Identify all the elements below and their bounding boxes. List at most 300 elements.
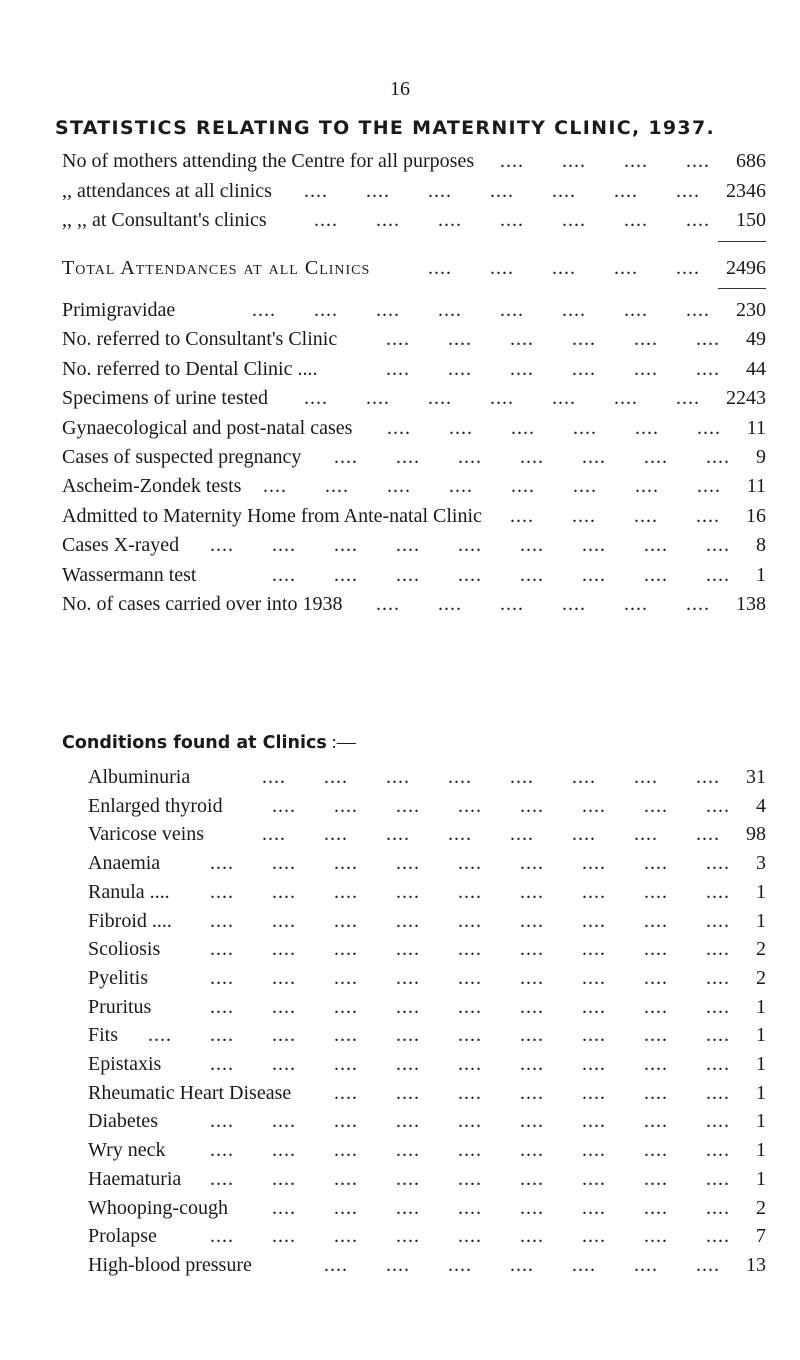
dot-leader: .... xyxy=(706,852,730,875)
dot-leader: .... xyxy=(428,180,452,202)
dot-leader: .... xyxy=(624,299,648,321)
dot-leader: .... xyxy=(376,299,400,321)
dot-leader: .... xyxy=(706,966,730,989)
dot-leader: .... xyxy=(334,446,358,468)
dot-leader: .... xyxy=(520,1139,544,1162)
row-label: Prolapse xyxy=(88,1225,157,1248)
dot-leader: .... xyxy=(334,1196,358,1219)
row-value: 1 xyxy=(756,1024,766,1047)
dot-leader: .... xyxy=(706,880,730,903)
row-value: 1 xyxy=(756,1110,766,1133)
dot-leader: .... xyxy=(510,823,534,846)
row-value: 1 xyxy=(756,995,766,1018)
dot-leader: .... xyxy=(520,852,544,875)
dot-leader: .... xyxy=(396,1053,420,1075)
dot-leader: .... xyxy=(520,1196,544,1219)
dot-leader: .... xyxy=(510,504,534,527)
row-label: Anaemia xyxy=(88,852,161,875)
dot-leader: .... xyxy=(334,1139,358,1162)
dot-leader: .... xyxy=(272,880,296,903)
dot-leader: .... xyxy=(520,1053,544,1075)
dot-leader: .... xyxy=(573,475,597,498)
dot-leader: .... xyxy=(552,387,576,410)
total-attendances-row xyxy=(62,253,766,283)
dot-leader: .... xyxy=(272,1110,296,1133)
dot-leader: .... xyxy=(366,387,390,410)
dot-leader: .... xyxy=(520,1024,544,1047)
dot-leader: .... xyxy=(458,1196,482,1219)
dot-leader: .... xyxy=(572,504,596,527)
dot-leader: .... xyxy=(210,1110,234,1133)
dot-leader: .... xyxy=(448,357,472,380)
dot-leader: .... xyxy=(706,563,730,586)
dot-leader: .... xyxy=(706,446,730,468)
row-value: 1 xyxy=(756,880,766,903)
dot-leader: .... xyxy=(396,534,420,557)
total-top-rule xyxy=(718,241,766,242)
row-value: 13 xyxy=(746,1253,766,1276)
row-label: Ascheim-Zondek tests xyxy=(62,475,242,498)
dot-leader: .... xyxy=(304,180,328,202)
dot-leader: .... xyxy=(210,1139,234,1162)
dot-leader: .... xyxy=(582,1139,606,1162)
dot-leader: .... xyxy=(582,995,606,1018)
row-label: No. of cases carried over into 1938 xyxy=(62,593,343,615)
dot-leader: .... xyxy=(686,593,710,615)
dot-leader: .... xyxy=(324,1253,348,1276)
dot-leader: .... xyxy=(490,387,514,410)
dot-leader: .... xyxy=(448,823,472,846)
total-label: Total Attendances at all Clinics xyxy=(62,257,371,279)
dot-leader: .... xyxy=(644,1139,668,1162)
page-title: STATISTICS RELATING TO THE MATERNITY CLINIC, 1937. xyxy=(55,117,715,139)
dot-leader: .... xyxy=(511,475,535,498)
dot-leader: .... xyxy=(396,1110,420,1133)
row-value: 1 xyxy=(756,1081,766,1104)
dot-leader: .... xyxy=(686,299,710,321)
row-value: 2 xyxy=(756,1196,766,1219)
dot-leader: .... xyxy=(696,328,720,351)
dot-leader: .... xyxy=(272,534,296,557)
dot-leader: .... xyxy=(458,1225,482,1248)
dot-leader: .... xyxy=(458,1167,482,1190)
dot-leader: .... xyxy=(696,504,720,527)
dot-leader: .... xyxy=(263,475,287,498)
dot-leader: .... xyxy=(686,209,710,231)
row-value: 9 xyxy=(756,446,766,468)
dot-leader: .... xyxy=(706,534,730,557)
dot-leader: .... xyxy=(210,938,234,961)
conditions-heading-suffix: :— xyxy=(326,732,356,753)
dot-leader: .... xyxy=(334,1053,358,1075)
dot-leader: .... xyxy=(272,1024,296,1047)
dot-leader: .... xyxy=(490,257,514,279)
dot-leader: .... xyxy=(582,1024,606,1047)
dot-leader: .... xyxy=(644,794,668,817)
dot-leader: .... xyxy=(458,880,482,903)
condition-row xyxy=(88,762,766,792)
dot-leader: .... xyxy=(706,995,730,1018)
dot-leader: .... xyxy=(644,995,668,1018)
attendance-row-mothers xyxy=(62,146,766,176)
attendance-row-clinics xyxy=(62,176,766,206)
row-label: Fibroid .... xyxy=(88,909,172,932)
dot-leader: .... xyxy=(334,1024,358,1047)
dot-leader: .... xyxy=(697,416,721,439)
dot-leader: .... xyxy=(210,534,234,557)
dot-leader: .... xyxy=(272,966,296,989)
dot-leader: .... xyxy=(582,1081,606,1104)
row-label: Gynaecological and post-natal cases xyxy=(62,416,353,439)
dot-leader: .... xyxy=(324,823,348,846)
dot-leader: .... xyxy=(696,823,720,846)
dot-leader: .... xyxy=(304,387,328,410)
condition-row xyxy=(88,1164,766,1194)
row-label: Admitted to Maternity Home from Ante-natal Clinic xyxy=(62,504,482,527)
dot-leader: .... xyxy=(582,909,606,932)
dot-leader: .... xyxy=(624,150,648,172)
dot-leader: .... xyxy=(396,446,420,468)
dot-leader: .... xyxy=(334,563,358,586)
dot-leader: .... xyxy=(614,387,638,410)
dot-leader: .... xyxy=(582,1110,606,1133)
dot-leader: .... xyxy=(582,1053,606,1075)
dot-leader: .... xyxy=(510,328,534,351)
dot-leader: .... xyxy=(520,534,544,557)
dot-leader: .... xyxy=(272,563,296,586)
dot-leader: .... xyxy=(644,1196,668,1219)
row-label: Enlarged thyroid xyxy=(88,794,223,817)
dot-leader: .... xyxy=(458,794,482,817)
row-value: 138 xyxy=(736,593,766,615)
dot-leader: .... xyxy=(396,995,420,1018)
dot-leader: .... xyxy=(676,180,700,202)
condition-row xyxy=(88,992,766,1022)
dot-leader: .... xyxy=(386,1253,410,1276)
condition-row xyxy=(88,848,766,878)
dot-leader: .... xyxy=(634,766,658,788)
row-value: 4 xyxy=(756,794,766,817)
dot-leader: .... xyxy=(449,475,473,498)
dot-leader: .... xyxy=(706,909,730,932)
dot-leader: .... xyxy=(582,938,606,961)
dot-leader: .... xyxy=(262,766,286,788)
dot-leader: .... xyxy=(210,1167,234,1190)
dot-leader: .... xyxy=(210,852,234,875)
row-label: Specimens of urine tested xyxy=(62,387,269,410)
dot-leader: .... xyxy=(396,794,420,817)
dot-leader: .... xyxy=(314,209,338,231)
dot-leader: .... xyxy=(614,257,638,279)
dot-leader: .... xyxy=(644,1110,668,1133)
dot-leader: .... xyxy=(272,938,296,961)
dot-leader: .... xyxy=(376,593,400,615)
dot-leader: .... xyxy=(458,1024,482,1047)
dot-leader: .... xyxy=(396,880,420,903)
total-value: 2496 xyxy=(726,257,766,279)
dot-leader: .... xyxy=(706,1081,730,1104)
dot-leader: .... xyxy=(428,257,452,279)
dot-leader: .... xyxy=(396,1225,420,1248)
stat-row xyxy=(62,501,766,531)
row-value: 7 xyxy=(756,1225,766,1248)
condition-row xyxy=(88,819,766,849)
row-label: Varicose veins xyxy=(88,823,205,846)
dot-leader: .... xyxy=(438,209,462,231)
row-label: Ranula .... xyxy=(88,880,170,903)
row-value: 11 xyxy=(746,416,766,439)
dot-leader: .... xyxy=(438,299,462,321)
stat-row xyxy=(62,471,766,501)
dot-leader: .... xyxy=(520,1081,544,1104)
row-value: 11 xyxy=(746,475,766,498)
dot-leader: .... xyxy=(562,150,586,172)
dot-leader: .... xyxy=(210,880,234,903)
dot-leader: .... xyxy=(396,1139,420,1162)
dot-leader: .... xyxy=(334,966,358,989)
dot-leader: .... xyxy=(458,1139,482,1162)
dot-leader: .... xyxy=(272,995,296,1018)
dot-leader: .... xyxy=(334,1167,358,1190)
dot-leader: .... xyxy=(458,852,482,875)
dot-leader: .... xyxy=(697,475,721,498)
row-label: Epistaxis xyxy=(88,1053,162,1075)
dot-leader: .... xyxy=(458,995,482,1018)
dot-leader: .... xyxy=(386,823,410,846)
dot-leader: .... xyxy=(324,766,348,788)
stat-row xyxy=(62,383,766,413)
dot-leader: .... xyxy=(510,1253,534,1276)
row-label: ,, attendances at all clinics xyxy=(62,180,272,202)
dot-leader: .... xyxy=(634,1253,658,1276)
dot-leader: .... xyxy=(644,1024,668,1047)
row-label: Primigravidae xyxy=(62,299,176,321)
stat-row xyxy=(62,560,766,590)
condition-row xyxy=(88,877,766,907)
dot-leader: .... xyxy=(458,534,482,557)
dot-leader: .... xyxy=(582,852,606,875)
dot-leader: .... xyxy=(148,1024,172,1047)
dot-leader: .... xyxy=(272,1196,296,1219)
dot-leader: .... xyxy=(262,823,286,846)
dot-leader: .... xyxy=(572,823,596,846)
dot-leader: .... xyxy=(458,563,482,586)
row-label: Cases X-rayed xyxy=(62,534,180,557)
dot-leader: .... xyxy=(458,1053,482,1075)
dot-leader: .... xyxy=(511,416,535,439)
stat-row xyxy=(62,413,766,443)
dot-leader: .... xyxy=(334,534,358,557)
dot-leader: .... xyxy=(396,563,420,586)
dot-leader: .... xyxy=(510,766,534,788)
dot-leader: .... xyxy=(572,766,596,788)
dot-leader: .... xyxy=(272,852,296,875)
dot-leader: .... xyxy=(582,1167,606,1190)
dot-leader: .... xyxy=(272,794,296,817)
dot-leader: .... xyxy=(210,1024,234,1047)
dot-leader: .... xyxy=(387,475,411,498)
dot-leader: .... xyxy=(562,299,586,321)
dot-leader: .... xyxy=(386,328,410,351)
stat-row xyxy=(62,324,766,354)
row-value: 230 xyxy=(736,299,766,321)
row-value: 31 xyxy=(746,766,766,788)
dot-leader: .... xyxy=(644,446,668,468)
dot-leader: .... xyxy=(696,766,720,788)
dot-leader: .... xyxy=(387,416,411,439)
dot-leader: .... xyxy=(334,1225,358,1248)
dot-leader: .... xyxy=(706,1225,730,1248)
dot-leader: .... xyxy=(706,1167,730,1190)
dot-leader: .... xyxy=(582,1196,606,1219)
dot-leader: .... xyxy=(644,880,668,903)
dot-leader: .... xyxy=(644,563,668,586)
dot-leader: .... xyxy=(210,995,234,1018)
dot-leader: .... xyxy=(696,1253,720,1276)
dot-leader: .... xyxy=(396,1024,420,1047)
row-label: No. referred to Dental Clinic .... xyxy=(62,357,318,380)
attendance-row-consultant xyxy=(62,205,766,235)
dot-leader: .... xyxy=(210,966,234,989)
row-value: 3 xyxy=(756,852,766,875)
dot-leader: .... xyxy=(438,593,462,615)
dot-leader: .... xyxy=(520,909,544,932)
row-label: Rheumatic Heart Disease xyxy=(88,1081,292,1104)
dot-leader: .... xyxy=(334,1081,358,1104)
dot-leader: .... xyxy=(676,387,700,410)
condition-row xyxy=(88,934,766,964)
dot-leader: .... xyxy=(458,909,482,932)
dot-leader: .... xyxy=(644,1053,668,1075)
dot-leader: .... xyxy=(210,1053,234,1075)
stat-row xyxy=(62,442,766,472)
dot-leader: .... xyxy=(314,299,338,321)
row-value: 150 xyxy=(736,209,766,231)
dot-leader: .... xyxy=(706,938,730,961)
dot-leader: .... xyxy=(644,1167,668,1190)
dot-leader: .... xyxy=(582,1225,606,1248)
dot-leader: .... xyxy=(572,1253,596,1276)
condition-row xyxy=(88,1193,766,1223)
dot-leader: .... xyxy=(396,1081,420,1104)
dot-leader: .... xyxy=(325,475,349,498)
condition-row xyxy=(88,1078,766,1108)
row-value: 44 xyxy=(746,357,766,380)
dot-leader: .... xyxy=(634,328,658,351)
dot-leader: .... xyxy=(500,150,524,172)
dot-leader: .... xyxy=(272,1053,296,1075)
dot-leader: .... xyxy=(334,995,358,1018)
row-value: 8 xyxy=(756,534,766,557)
dot-leader: .... xyxy=(272,1167,296,1190)
dot-leader: .... xyxy=(448,1253,472,1276)
dot-leader: .... xyxy=(386,766,410,788)
dot-leader: .... xyxy=(644,966,668,989)
dot-leader: .... xyxy=(500,593,524,615)
condition-row xyxy=(88,1250,766,1280)
dot-leader: .... xyxy=(562,209,586,231)
row-label: Whooping-cough xyxy=(88,1196,228,1219)
dot-leader: .... xyxy=(520,446,544,468)
dot-leader: .... xyxy=(510,357,534,380)
row-label: Fits xyxy=(88,1024,119,1047)
dot-leader: .... xyxy=(272,1139,296,1162)
dot-leader: .... xyxy=(520,880,544,903)
dot-leader: .... xyxy=(520,563,544,586)
dot-leader: .... xyxy=(635,475,659,498)
dot-leader: .... xyxy=(520,1167,544,1190)
row-label: Wassermann test xyxy=(62,563,197,586)
dot-leader: .... xyxy=(490,180,514,202)
dot-leader: .... xyxy=(696,357,720,380)
dot-leader: .... xyxy=(520,1110,544,1133)
dot-leader: .... xyxy=(634,504,658,527)
row-value: 98 xyxy=(746,823,766,846)
dot-leader: .... xyxy=(634,357,658,380)
condition-row xyxy=(88,1135,766,1165)
dot-leader: .... xyxy=(376,209,400,231)
dot-leader: .... xyxy=(334,880,358,903)
dot-leader: .... xyxy=(573,416,597,439)
dot-leader: .... xyxy=(634,823,658,846)
row-label: Albuminuria xyxy=(88,766,191,788)
dot-leader: .... xyxy=(582,563,606,586)
dot-leader: .... xyxy=(396,852,420,875)
dot-leader: .... xyxy=(582,446,606,468)
dot-leader: .... xyxy=(644,534,668,557)
row-label: Diabetes xyxy=(88,1110,158,1133)
row-label: Pruritus xyxy=(88,995,152,1018)
dot-leader: .... xyxy=(686,150,710,172)
condition-row xyxy=(88,1020,766,1050)
dot-leader: .... xyxy=(458,938,482,961)
dot-leader: .... xyxy=(582,794,606,817)
dot-leader: .... xyxy=(334,1110,358,1133)
dot-leader: .... xyxy=(520,938,544,961)
dot-leader: .... xyxy=(614,180,638,202)
dot-leader: .... xyxy=(624,209,648,231)
dot-leader: .... xyxy=(582,880,606,903)
dot-leader: .... xyxy=(500,299,524,321)
dot-leader: .... xyxy=(520,966,544,989)
dot-leader: .... xyxy=(644,852,668,875)
dot-leader: .... xyxy=(572,328,596,351)
dot-leader: .... xyxy=(448,328,472,351)
row-label: High-blood pressure xyxy=(88,1253,252,1276)
row-value: 686 xyxy=(736,150,766,172)
dot-leader: .... xyxy=(706,1139,730,1162)
row-label: No of mothers attending the Centre for all purposes xyxy=(62,150,475,172)
row-label: Cases of suspected pregnancy xyxy=(62,446,302,468)
dot-leader: .... xyxy=(644,909,668,932)
row-value: 1 xyxy=(756,563,766,586)
dot-leader: .... xyxy=(449,416,473,439)
dot-leader: .... xyxy=(676,257,700,279)
dot-leader: .... xyxy=(396,1196,420,1219)
dot-leader: .... xyxy=(520,1225,544,1248)
dot-leader: .... xyxy=(562,593,586,615)
dot-leader: .... xyxy=(334,938,358,961)
dot-leader: .... xyxy=(520,794,544,817)
conditions-heading-text: Conditions found at Clinics xyxy=(62,733,327,753)
condition-row xyxy=(88,906,766,936)
dot-leader: .... xyxy=(635,416,659,439)
condition-row xyxy=(88,791,766,821)
dot-leader: .... xyxy=(706,1110,730,1133)
dot-leader: .... xyxy=(334,909,358,932)
dot-leader: .... xyxy=(334,794,358,817)
row-value: 49 xyxy=(746,328,766,351)
